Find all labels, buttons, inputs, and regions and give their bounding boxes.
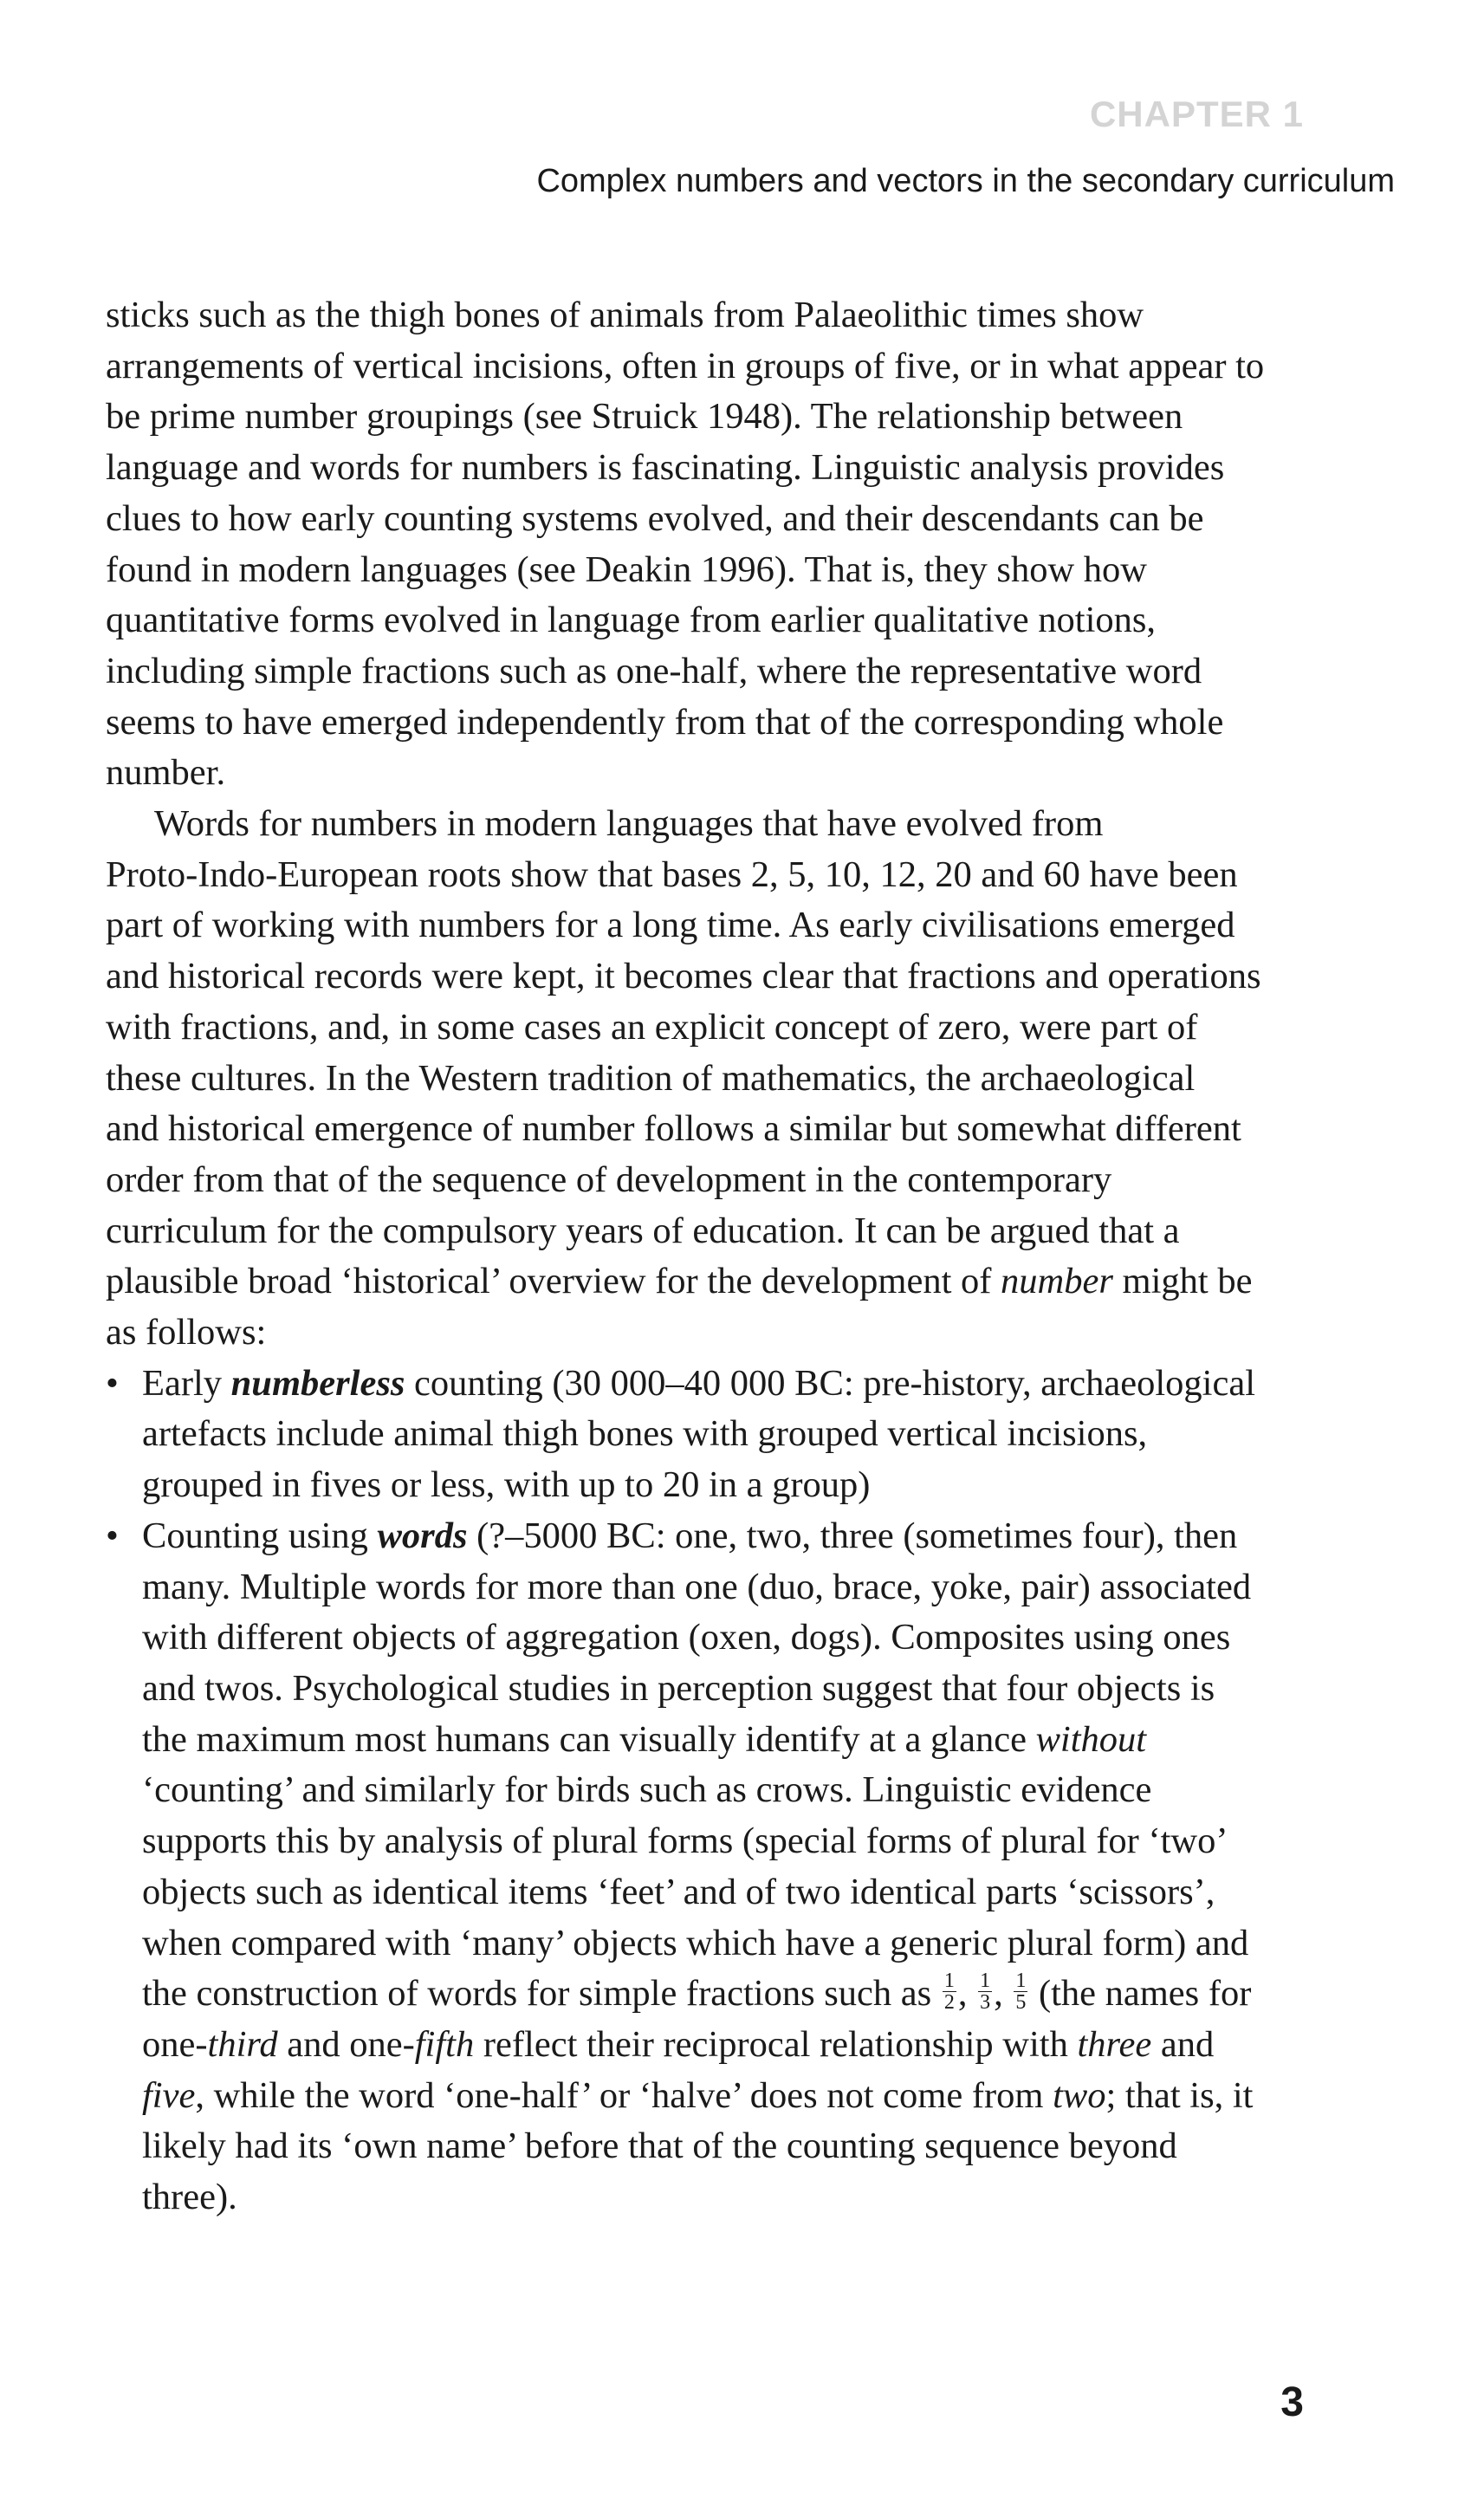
italic-term: fifth <box>414 2023 475 2065</box>
text-line <box>142 1359 1398 1410</box>
emphasis-term: numberless <box>230 1362 405 1404</box>
text-line <box>142 1969 1398 2020</box>
italic-term: number <box>1001 1261 1113 1302</box>
text-line: and twos. Psychological studies in perception suggest that four objects is <box>142 1667 1215 1709</box>
text-line <box>142 1715 1398 1766</box>
text-line: and historical emergence of number follows a similar but somewhat different <box>106 1108 1241 1150</box>
text-run: and <box>1151 2023 1215 2065</box>
italic-term: two <box>1053 2074 1106 2116</box>
text-line: sticks such as the thigh bones of animals from Palaeolithic times show <box>106 295 1144 335</box>
text-line <box>142 2020 1398 2071</box>
bullet-icon: • <box>106 1515 119 1556</box>
list-item <box>106 1511 1398 2223</box>
page-body <box>106 290 1398 2223</box>
text-line: part of working with numbers for a long time. As early civilisations emerged <box>106 905 1235 946</box>
text-line: order from that of the sequence of development in the contemporary <box>106 1158 1112 1200</box>
text-line: Proto-Indo-European roots show that bases 2, 5, 10, 12, 20 and 60 have been <box>106 853 1238 895</box>
bullet-list <box>106 1359 1398 2223</box>
page-number: 3 <box>1280 2379 1304 2425</box>
text-line <box>142 2071 1398 2122</box>
chapter-label: CHAPTER 1 <box>1089 94 1304 134</box>
text-run: the maximum most humans can visually identify at a glance <box>142 1718 1036 1760</box>
text-line: ‘counting’ and similarly for birds such as crows. Linguistic evidence <box>142 1769 1152 1811</box>
paragraph-2 <box>106 799 1398 1359</box>
text-line: as follows: <box>106 1312 267 1353</box>
fraction-one-third <box>978 1970 992 2013</box>
text-run: counting (30 000–40 000 BC: pre-history, archaeological <box>405 1362 1256 1404</box>
text-run: and one- <box>277 2023 415 2065</box>
fraction-numerator: 1 <box>1015 1969 1027 1992</box>
running-head-title: Complex numbers and vectors in the secondary curriculum <box>536 163 1395 199</box>
text-line: with different objects of aggregation (oxen, dogs). Composites using ones <box>142 1617 1231 1658</box>
italic-term: five <box>142 2074 196 2116</box>
text-line: clues to how early counting systems evolved, and their descendants can be <box>106 497 1204 539</box>
text-run: ; that is, it <box>1105 2074 1254 2116</box>
text-line: grouped in fives or less, with up to 20 in a group) <box>142 1464 871 1506</box>
text-run: Early <box>142 1362 231 1404</box>
italic-term: without <box>1035 1718 1147 1760</box>
emphasis-term: words <box>377 1515 468 1556</box>
text-line: quantitative forms evolved in language from earlier qualitative notions, <box>106 600 1157 641</box>
text-run: the construction of words for simple fractions such as <box>142 1973 941 2015</box>
fraction-denominator: 5 <box>1015 1990 1027 2014</box>
list-item <box>106 1359 1398 1511</box>
text-run: reflect their reciprocal relationship with <box>474 2023 1078 2065</box>
fraction-numerator: 1 <box>980 1969 991 1992</box>
text-run: one- <box>142 2023 208 2065</box>
fraction-one-fifth <box>1014 1970 1027 2013</box>
text-line: supports this by analysis of plural forms (special forms of plural for ‘two’ <box>142 1820 1228 1862</box>
fraction-numerator: 1 <box>943 1969 955 1992</box>
comma: , <box>957 1973 968 2015</box>
text-run: (the names for <box>1029 1973 1252 2015</box>
text-line: many. Multiple words for more than one (duo, brace, yoke, pair) associated <box>142 1566 1252 1607</box>
text-line: number. <box>106 752 226 794</box>
text-run: plausible broad ‘historical’ overview for the development of <box>106 1261 1001 1302</box>
text-line: these cultures. In the Western tradition of mathematics, the archaeological <box>106 1057 1196 1099</box>
text-line: Words for numbers in modern languages that have evolved from <box>154 803 1104 845</box>
text-run: (?–5000 BC: one, two, three (sometimes four), then <box>467 1515 1238 1556</box>
italic-term: third <box>207 2023 278 2065</box>
text-line <box>142 1511 1398 1562</box>
paragraph-1 <box>106 290 1398 799</box>
comma: , <box>994 1973 1003 2015</box>
italic-term: three <box>1077 2023 1152 2065</box>
text-line: three). <box>142 2177 237 2218</box>
text-line: including simple fractions such as one-half, where the representative word <box>106 650 1202 691</box>
text-line: when compared with ‘many’ objects which have a generic plural form) and <box>142 1922 1249 1963</box>
text-line: artefacts include animal thigh bones with grouped vertical incisions, <box>142 1413 1148 1455</box>
fraction-denominator: 2 <box>943 1990 955 2014</box>
text-line: likely had its ‘own name’ before that of the counting sequence beyond <box>142 2125 1177 2167</box>
text-line: be prime number groupings (see Struick 1948). The relationship between <box>106 396 1183 438</box>
text-line: curriculum for the compulsory years of education. It can be argued that a <box>106 1210 1180 1251</box>
fraction-one-half <box>943 1970 956 2013</box>
fraction-denominator: 3 <box>980 1990 991 2014</box>
text-run: , while the word ‘one-half’ or ‘halve’ does not come from <box>195 2074 1053 2116</box>
text-line: arrangements of vertical incisions, often in groups of five, or in what appear to <box>106 345 1265 386</box>
text-line: language and words for numbers is fascinating. Linguistic analysis provides <box>106 447 1225 489</box>
text-line: objects such as identical items ‘feet’ and of two identical parts ‘scissors’, <box>142 1871 1215 1912</box>
text-line: with fractions, and, in some cases an explicit concept of zero, were part of <box>106 1006 1198 1048</box>
bullet-icon: • <box>106 1362 119 1404</box>
text-line: and historical records were kept, it becomes clear that fractions and operations <box>106 956 1261 997</box>
text-run: Counting using <box>142 1515 378 1556</box>
text-line <box>106 1256 1398 1308</box>
text-run: might be <box>1112 1261 1253 1302</box>
text-line: seems to have emerged independently from that of the corresponding whole <box>106 701 1224 743</box>
text-line: found in modern languages (see Deakin 1996). That is, they show how <box>106 548 1147 590</box>
